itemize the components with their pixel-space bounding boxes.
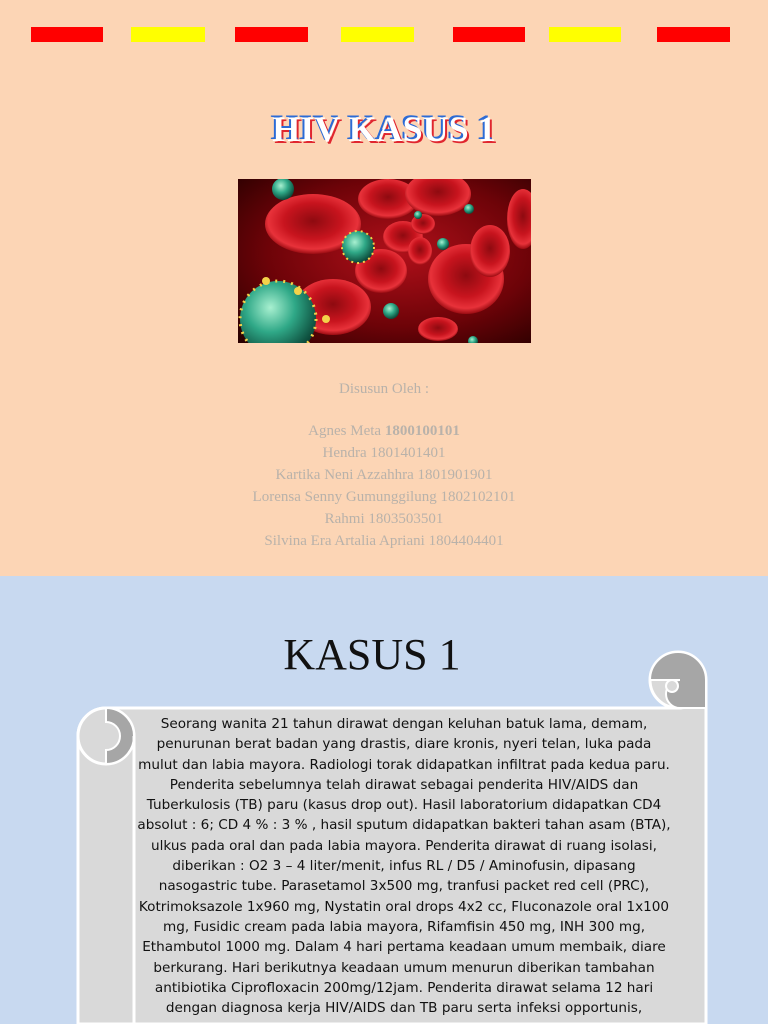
author-name: Rahmi: [324, 511, 369, 527]
decorative-dash: [657, 27, 730, 42]
author-id: 1804404401: [428, 533, 504, 549]
credits-block: [0, 378, 768, 552]
author-name: Silvina Era Artalia Apriani: [264, 533, 429, 549]
case-slide: [0, 576, 768, 1024]
author-entry: [0, 530, 768, 552]
author-id: 1801401401: [370, 445, 446, 461]
author-id: 1800100101: [384, 423, 460, 439]
author-list: [0, 420, 768, 552]
author-entry: [0, 420, 768, 442]
author-id: 1801901901: [417, 467, 493, 483]
case-description: Seorang wanita 21 tahun dirawat dengan keluhan batuk lama, demam, penurunan berat badan yang drastis, diare kronis, nyeri telan, luka pada mulut dan labia mayora. Radiologi torak didapatkan infiltrat pada kedua paru. Penderita sebelumnya telah dirawat sebagai penderita HIV/AIDS dan Tuberkulosis (TB) paru (kasus drop out). Hasil laboratorium didapatkan CD4 absolut : 6; CD 4 % : 3 % , hasil sputum didapatkan bakteri tahan asam (BTA), ulkus pada oral dan pada labia mayora. Penderita dirawat di ruang isolasi, diberikan : O2 3 – 4 liter/menit, infus RL / D5 / Aminofusin, dipasang nasogastric tube. Parasetamol 3x500 mg, tranfusi packet red cell (PRC), Kotrimoksazole 1x960 mg, Nystatin oral drops 4x2 cc, Fluconazole oral 1x100 mg, Fusidic cream pada labia mayora, Rifamfisin 450 mg, INH 300 mg, Ethambutol 1000 mg. Dalam 4 hari pertama keadaan umum membaik, diare berkurang. Hari berikutnya keadaan umum menurun diberikan tambahan antibiotika Ciprofloxacin 200mg/12jam. Penderita dirawat selama 12 hari dengan diagnosa kerja HIV/AIDS dan TB paru serta infeksi opportunis,: [137, 716, 671, 1017]
decorative-dash: [235, 27, 308, 42]
blood-cells-image: [238, 179, 531, 343]
author-name: Hendra: [322, 445, 371, 461]
decorative-dash: [453, 27, 525, 42]
author-name: Lorensa Senny Gumunggilung: [252, 489, 441, 505]
decorative-dash: [341, 27, 414, 42]
author-entry: [0, 486, 768, 508]
decorative-dash: [31, 27, 103, 42]
author-entry: [0, 464, 768, 486]
blood-cells-virus-illustration: [238, 179, 531, 343]
author-entry: [0, 442, 768, 464]
author-id: 1803503501: [368, 511, 444, 527]
author-id: 1802102101: [440, 489, 516, 505]
author-name: Kartika Neni Azzahhra: [275, 467, 418, 483]
credits-heading: Disusun Oleh :: [339, 381, 429, 397]
author-entry: [0, 508, 768, 530]
decorative-dash: [549, 27, 621, 42]
case-title: KASUS 1: [283, 630, 461, 679]
slide-title: HIV KASUS 1: [272, 109, 496, 149]
decorative-dash: [131, 27, 205, 42]
author-name: Agnes Meta: [308, 423, 385, 439]
